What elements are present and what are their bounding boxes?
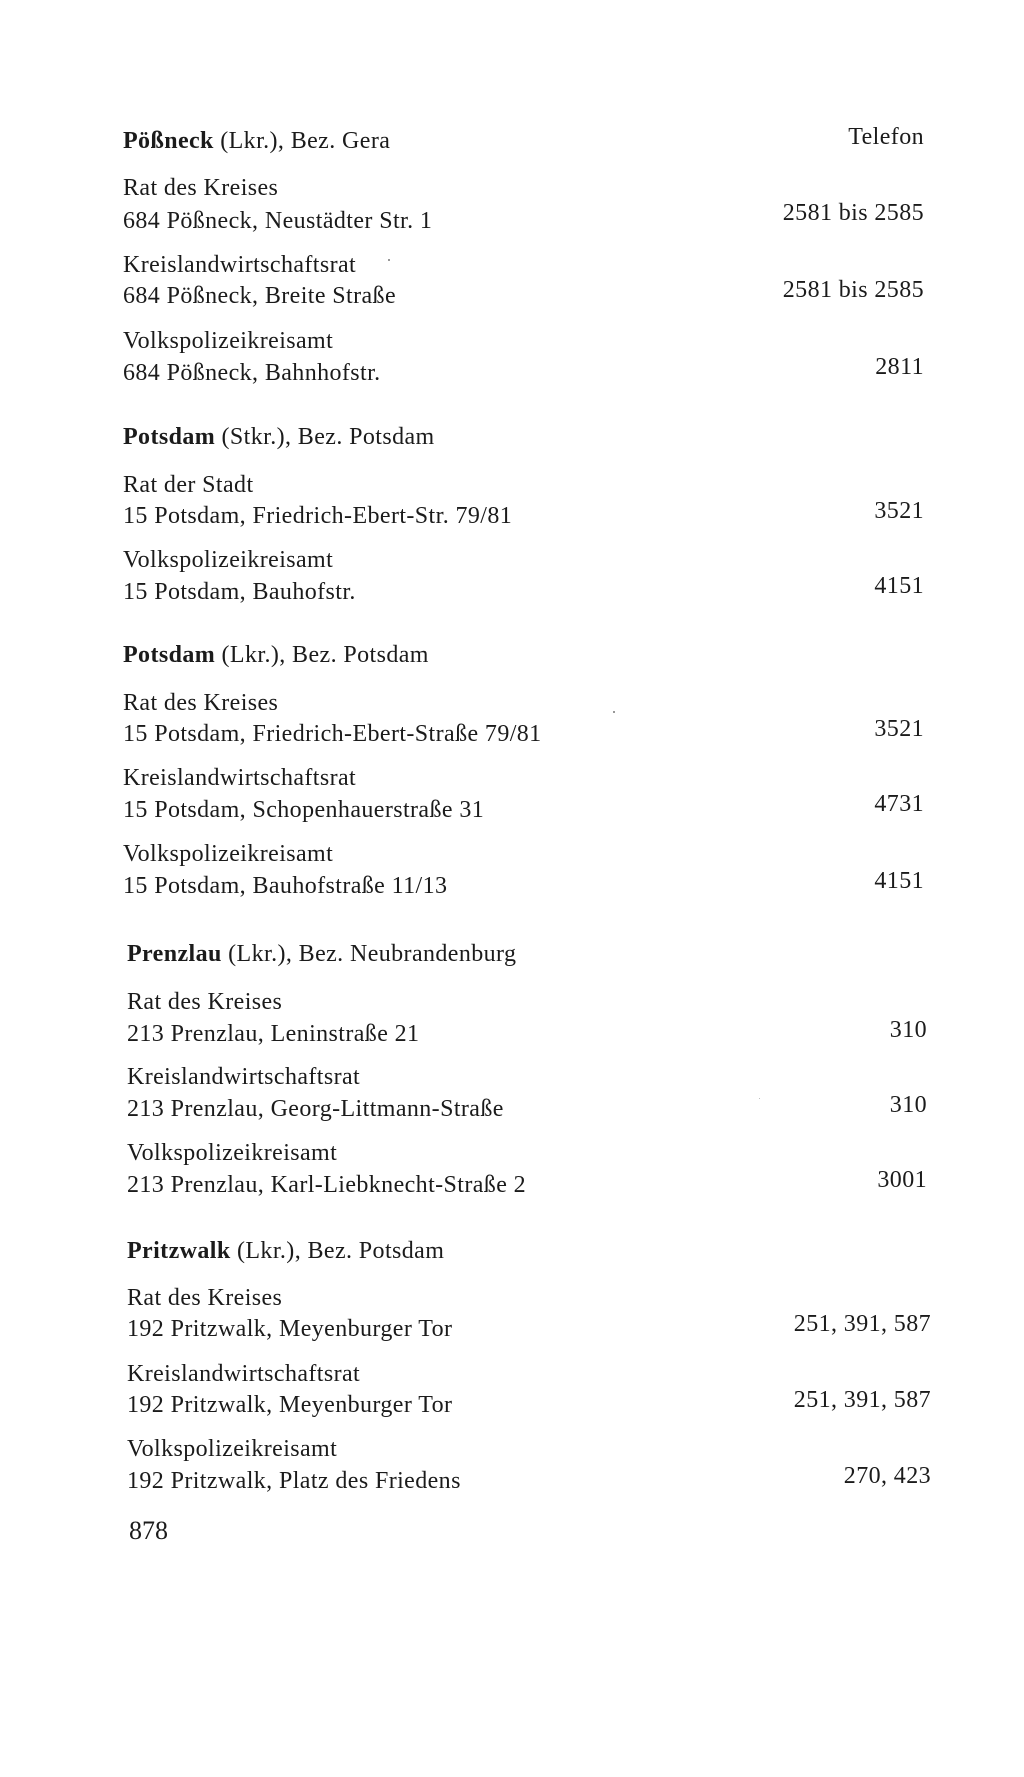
section-heading-poessneck xyxy=(123,126,390,156)
entry-phone: 3521 xyxy=(874,498,924,524)
entry-address: 15 Potsdam, Friedrich-Ebert-Straße 79/81 xyxy=(123,721,542,747)
entry-office: Volkspolizeikreisamt xyxy=(127,1140,338,1166)
entry-address: 684 Pößneck, Bahnhofstr. xyxy=(123,360,381,386)
entry-address: 15 Potsdam, Bauhofstraße 11/13 xyxy=(123,873,448,899)
entry-address: 15 Potsdam, Schopenhauerstraße 31 xyxy=(123,797,485,823)
phone-column-header: Telefon xyxy=(848,124,924,150)
entry-office: Rat des Kreises xyxy=(127,989,283,1015)
entry-phone: 270, 423 xyxy=(843,1463,931,1489)
entry-office: Volkspolizeikreisamt xyxy=(123,547,334,573)
entry-phone: 251, 391, 587 xyxy=(793,1387,931,1413)
entry-address: 15 Potsdam, Bauhofstr. xyxy=(123,579,356,605)
entry-office: Rat des Kreises xyxy=(127,1285,283,1311)
entry-office: Volkspolizeikreisamt xyxy=(127,1436,338,1462)
section-heading-potsdam-lkr xyxy=(123,640,429,670)
entry-phone: 4151 xyxy=(874,573,924,599)
place-name: Prenzlau xyxy=(127,941,222,967)
place-suffix: (Lkr.), Bez. Gera xyxy=(213,128,391,154)
entry-address: 192 Pritzwalk, Platz des Friedens xyxy=(127,1468,461,1494)
entry-office: Rat des Kreises xyxy=(123,690,279,716)
entry-phone: 2581 bis 2585 xyxy=(782,277,924,303)
entry-address: 684 Pößneck, Neustädter Str. 1 xyxy=(123,208,433,234)
section-heading-prenzlau xyxy=(127,939,516,969)
entry-office: Kreislandwirtschaftsrat xyxy=(127,1361,361,1387)
entry-office: Rat des Kreises xyxy=(123,175,279,201)
place-suffix: (Stkr.), Bez. Potsdam xyxy=(215,424,435,450)
entry-phone: 2581 bis 2585 xyxy=(782,200,924,226)
place-suffix: (Lkr.), Bez. Neubrandenburg xyxy=(221,941,517,967)
entry-address: 15 Potsdam, Friedrich-Ebert-Str. 79/81 xyxy=(123,503,513,529)
place-suffix: (Lkr.), Bez. Potsdam xyxy=(215,642,429,668)
scan-speck xyxy=(388,259,390,261)
place-name: Potsdam xyxy=(123,642,216,668)
entry-address: 192 Pritzwalk, Meyenburger Tor xyxy=(127,1316,453,1342)
entry-phone: 310 xyxy=(889,1092,927,1118)
page-number: 878 xyxy=(129,1516,168,1545)
entry-office: Kreislandwirtschaftsrat xyxy=(123,765,357,791)
entry-address: 213 Prenzlau, Karl-Liebknecht-Straße 2 xyxy=(127,1172,527,1198)
entry-office: Kreislandwirtschaftsrat xyxy=(127,1064,361,1090)
place-name: Potsdam xyxy=(123,424,216,450)
entry-phone: 4151 xyxy=(874,868,924,894)
section-heading-potsdam-stkr xyxy=(123,422,435,452)
section-heading-pritzwalk xyxy=(127,1236,444,1266)
scan-speck xyxy=(613,711,615,713)
entry-phone: 251, 391, 587 xyxy=(793,1311,931,1337)
entry-office: Volkspolizeikreisamt xyxy=(123,841,334,867)
entry-office: Rat der Stadt xyxy=(123,472,254,498)
entry-address: 213 Prenzlau, Leninstraße 21 xyxy=(127,1021,420,1047)
entry-phone: 310 xyxy=(889,1017,927,1043)
entry-phone: 2811 xyxy=(875,354,924,380)
place-name: Pritzwalk xyxy=(127,1238,231,1264)
entry-office: Kreislandwirtschaftsrat xyxy=(123,252,357,278)
entry-address: 192 Pritzwalk, Meyenburger Tor xyxy=(127,1392,453,1418)
entry-phone: 3521 xyxy=(874,716,924,742)
entry-office: Volkspolizeikreisamt xyxy=(123,328,334,354)
entry-phone: 3001 xyxy=(877,1167,927,1193)
entry-phone: 4731 xyxy=(874,791,924,817)
scan-speck xyxy=(759,1098,760,1099)
place-name: Pößneck xyxy=(123,128,214,154)
place-suffix: (Lkr.), Bez. Potsdam xyxy=(230,1238,445,1264)
entry-address: 213 Prenzlau, Georg-Littmann-Straße xyxy=(127,1096,504,1122)
entry-address: 684 Pößneck, Breite Straße xyxy=(123,283,397,309)
